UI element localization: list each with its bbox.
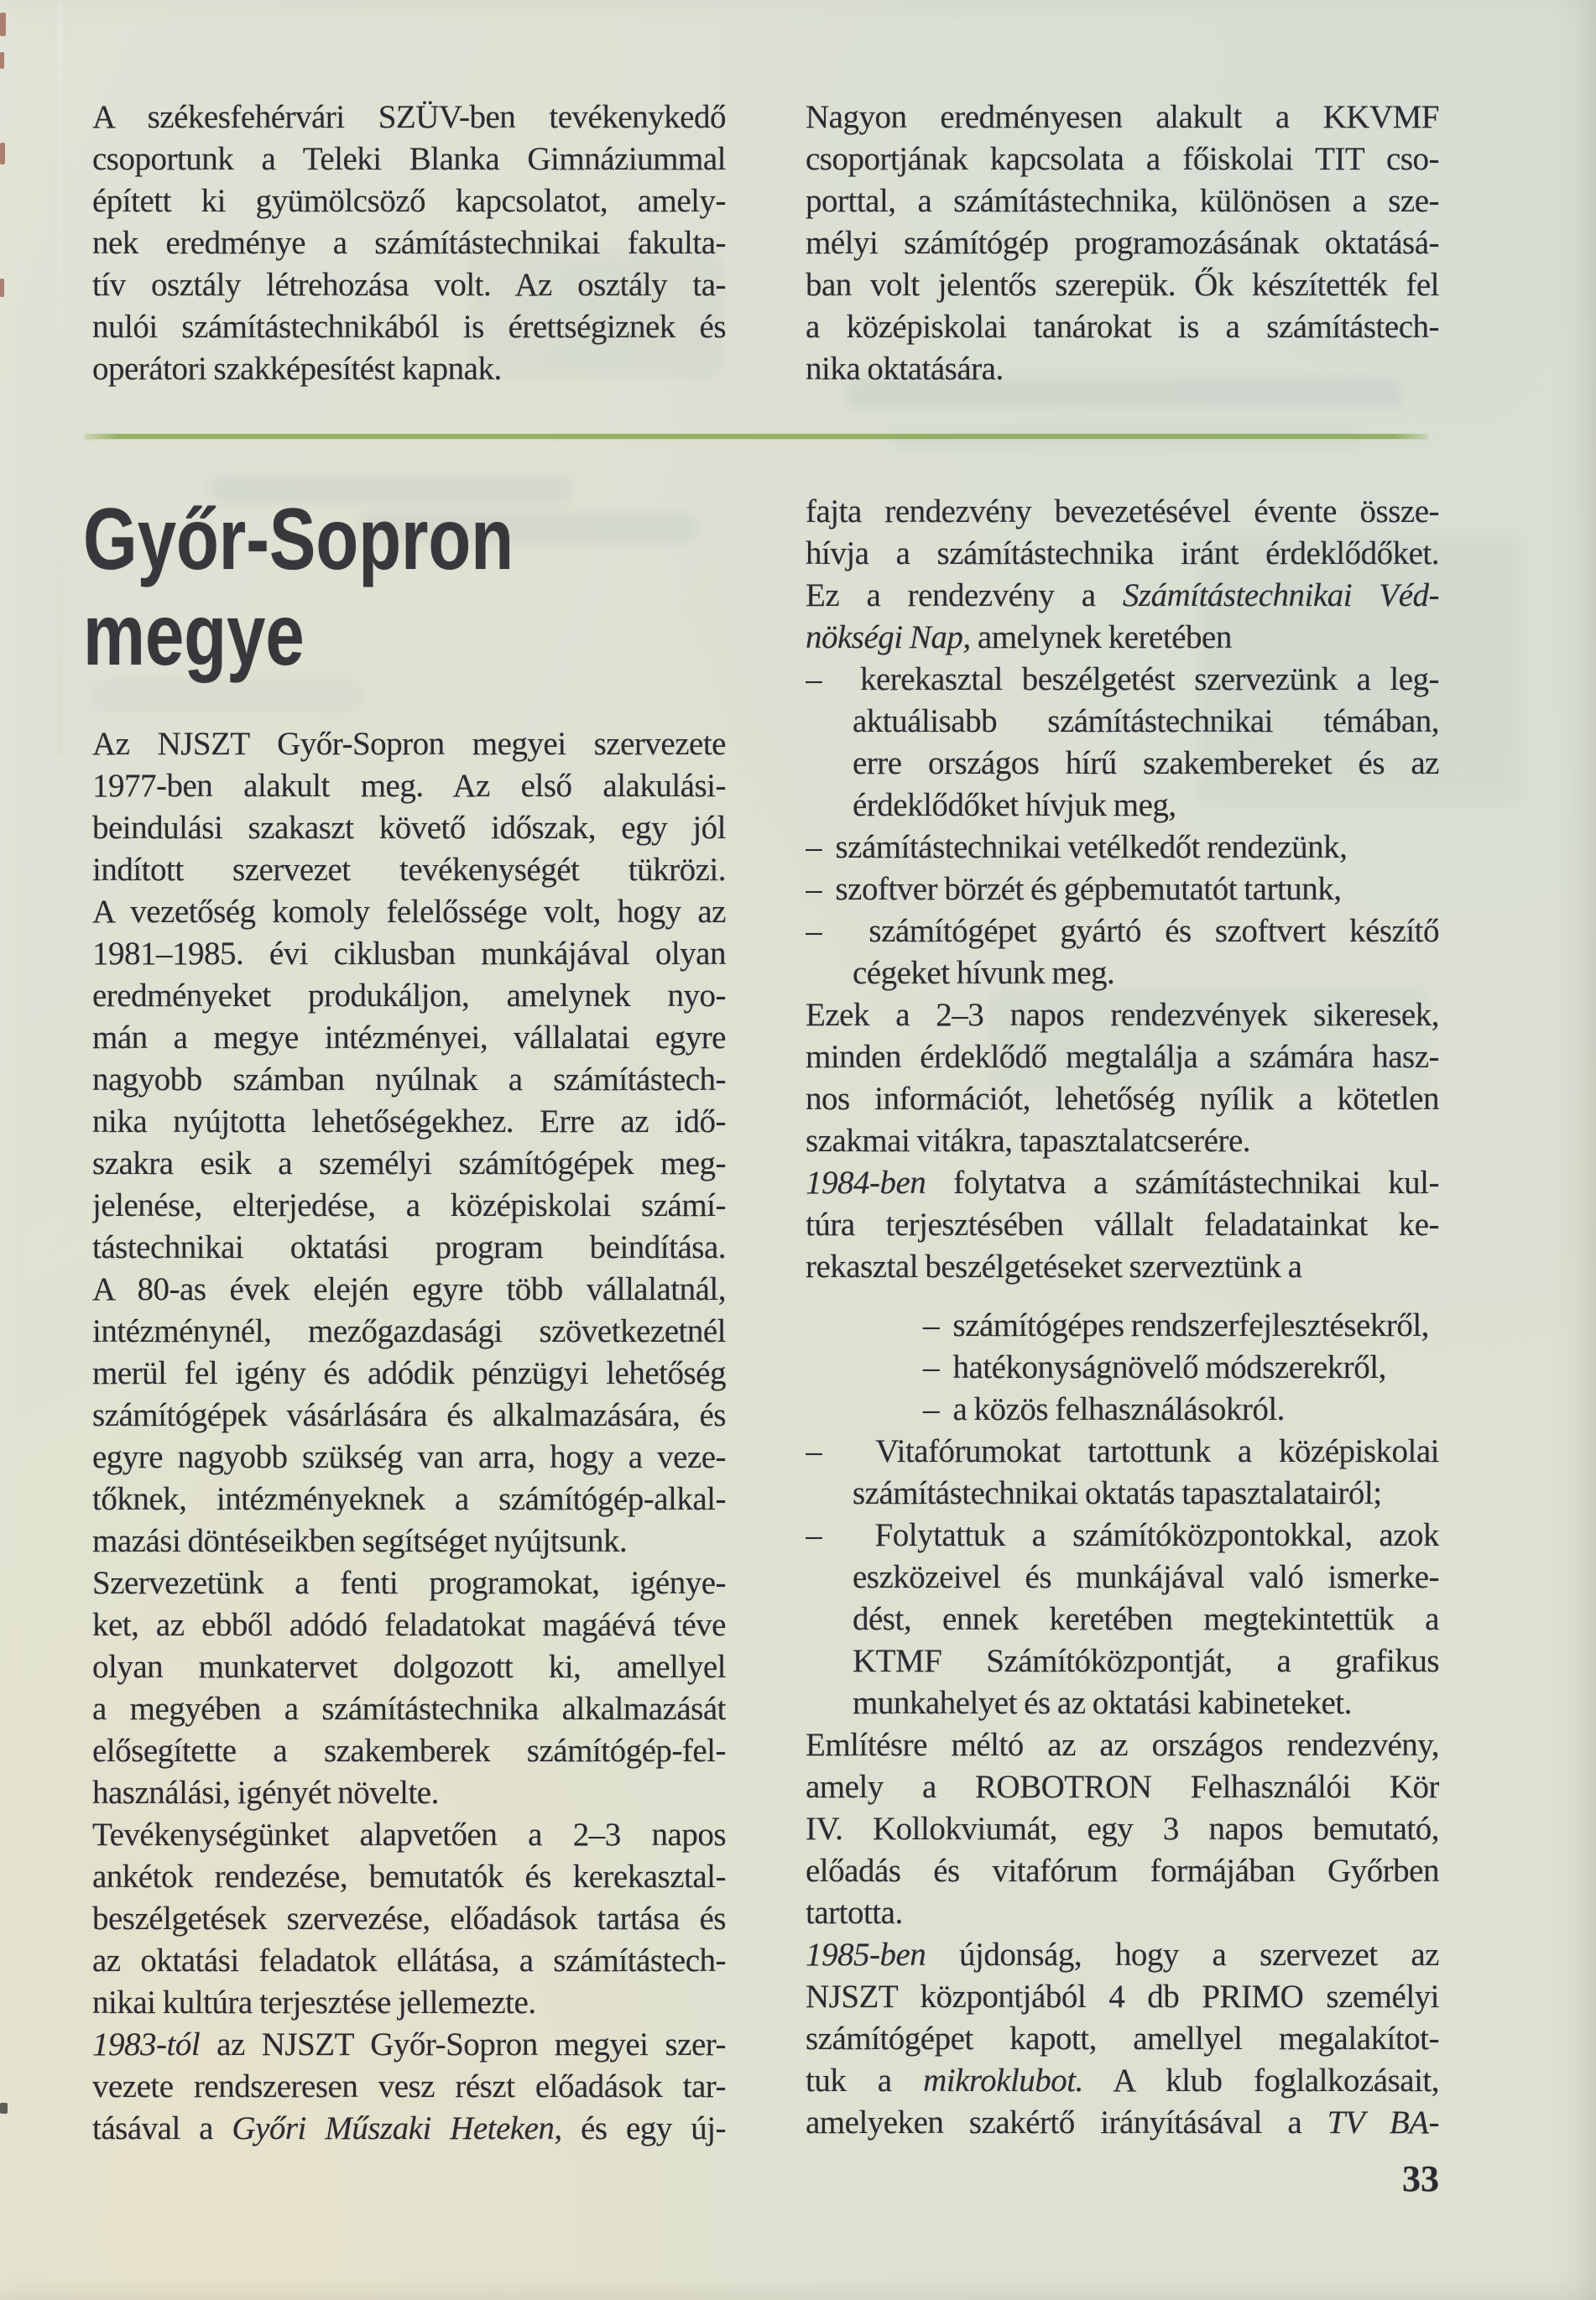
text-segment: aktuálisabb számítástechnikai témában, xyxy=(853,703,1439,739)
text-line xyxy=(806,348,1439,390)
section-heading xyxy=(83,492,514,683)
text-segment: beindulási szakaszt követő időszak, egy jól xyxy=(92,810,726,846)
text-segment: mán a megye intézményei, vállalatai egyre xyxy=(92,1020,726,1056)
text-segment: fajta rendezvény bevezetésével évente össze- xyxy=(806,493,1439,529)
text-segment: A székesfehérvári SZÜV-ben tevékenykedő xyxy=(92,99,726,135)
text-segment: érdeklődőket hívjuk meg, xyxy=(853,787,1176,823)
text-line xyxy=(92,1982,726,2024)
text-segment: ban volt jelentős szerepük. Ők készítették fel xyxy=(806,267,1439,303)
text-line xyxy=(92,222,726,264)
text-line xyxy=(806,1036,1439,1078)
text-line xyxy=(92,723,726,765)
scan-artifact xyxy=(0,52,4,69)
text-line xyxy=(806,1389,1439,1431)
text-segment: – számítástechnikai vetélkedőt rendezünk, xyxy=(806,829,1348,865)
text-segment: – hatékonyságnövelő módszerekről, xyxy=(923,1349,1386,1385)
text-line xyxy=(806,96,1439,138)
text-segment: IV. Kollokviumát, egy 3 napos bemutató, xyxy=(806,1811,1439,1847)
text-segment: – Vitafórumokat tartottunk a középiskolai xyxy=(806,1433,1439,1469)
text-segment: számítógépek vásárlására és alkalmazására, és xyxy=(92,1397,726,1433)
text-segment: tásával a xyxy=(92,2110,232,2146)
text-line xyxy=(806,910,1439,952)
text-segment: szakra esik a személyi számítógépek meg- xyxy=(92,1145,726,1181)
text-line xyxy=(92,1520,726,1562)
text-segment: elősegítette a szakemberek számítógép-fel- xyxy=(92,1733,726,1769)
text-segment: a középiskolai tanárokat is a számítástech- xyxy=(806,309,1439,345)
text-segment: Ezek a 2–3 napos rendezvények sikeresek, xyxy=(806,997,1439,1033)
text-segment: NJSZT központjából 4 db PRIMO személyi xyxy=(806,1979,1439,2015)
text-segment: Ez a rendezvény a xyxy=(806,577,1123,613)
text-line xyxy=(92,1143,726,1185)
italic-text-segment: 1983-tól xyxy=(92,2026,201,2063)
text-line xyxy=(92,1059,726,1101)
text-line xyxy=(92,1479,726,1520)
text-line xyxy=(92,1185,726,1227)
text-segment: tív osztály létrehozása volt. Az osztály ta- xyxy=(92,267,726,303)
text-line xyxy=(92,306,726,348)
text-segment: amely a ROBOTRON Felhasználói Kör xyxy=(806,1769,1439,1805)
text-line xyxy=(92,2066,726,2108)
text-line xyxy=(806,1724,1439,1766)
text-line xyxy=(806,575,1439,617)
text-segment: A vezetőség komoly felelőssége volt, hogy az xyxy=(92,894,726,930)
text-segment: tőknek, intézményeknek a számítógép-alkal- xyxy=(92,1481,726,1517)
text-line xyxy=(806,617,1439,659)
text-segment: eredményeket produkáljon, amelynek nyo- xyxy=(92,978,726,1014)
text-segment: nos információt, lehetőség nyílik a kötetlen xyxy=(806,1081,1439,1117)
italic-text-segment: 1984-ben xyxy=(806,1165,926,1201)
italic-text-segment: mikroklubot. xyxy=(923,2063,1083,2099)
text-segment: újdonság, hogy a szervezet az xyxy=(926,1937,1439,1973)
text-segment: nika nyújtotta lehetőségekhez. Erre az idő- xyxy=(92,1103,726,1140)
text-segment: nagyobb számban nyúlnak a számítástech- xyxy=(92,1061,726,1098)
text-segment: rekasztal beszélgetéseket szerveztünk a xyxy=(806,1249,1302,1285)
intro-paragraph-right xyxy=(806,96,1439,390)
text-line xyxy=(92,1269,726,1311)
text-line xyxy=(806,1246,1439,1288)
text-segment: és egy új- xyxy=(561,2110,726,2146)
text-line xyxy=(92,1437,726,1479)
text-line xyxy=(92,849,726,891)
text-line xyxy=(806,180,1439,222)
section-heading-line2: megye xyxy=(83,587,305,684)
text-segment: Tevékenységünket alapvetően a 2–3 napos xyxy=(92,1817,726,1853)
text-segment: tástechnikai oktatási program beindítása. xyxy=(92,1229,726,1265)
text-line xyxy=(806,1305,1439,1347)
scan-artifact xyxy=(0,13,6,36)
text-line xyxy=(92,1856,726,1898)
italic-text-segment: Számítástechnikai Véd- xyxy=(1122,577,1439,613)
text-segment: ankétok rendezése, bemutatók és kerekasztal- xyxy=(92,1859,726,1895)
text-segment: – szoftver börzét és gépbemutatót tartunk, xyxy=(806,871,1342,907)
text-line xyxy=(92,1353,726,1395)
text-segment: – számítógépet gyártó és szoftvert készítő xyxy=(806,913,1439,949)
text-segment: nikai kultúra terjesztése jellemezte. xyxy=(92,1984,536,2021)
text-line xyxy=(92,180,726,222)
text-segment: csoportunk a Teleki Blanka Gimnáziummal xyxy=(92,141,726,177)
text-segment: hívja a számítástechnika iránt érdeklődőket. xyxy=(806,535,1439,571)
article-column-right xyxy=(806,491,1439,2144)
section-heading-line1: Győr-Sopron xyxy=(83,491,514,588)
scan-artifact xyxy=(0,2103,8,2114)
text-segment: merül fel igény és adódik pénzügyi lehetőség xyxy=(92,1355,726,1391)
text-line xyxy=(806,1347,1439,1389)
text-segment: csoportjának kapcsolata a főiskolai TIT cso- xyxy=(806,141,1439,177)
text-segment: a megyében a számítástechnika alkalmazását xyxy=(92,1691,726,1727)
text-segment: 1981–1985. évi ciklusban munkájával olyan xyxy=(92,936,726,972)
text-line xyxy=(92,807,726,849)
text-line xyxy=(92,1940,726,1982)
text-segment: operátori szakképesítést kapnak. xyxy=(92,351,502,387)
italic-text-segment: TV BA- xyxy=(1327,2104,1439,2141)
text-line xyxy=(806,994,1439,1036)
text-segment: porttal, a számítástechnika, különösen a sze- xyxy=(806,183,1439,219)
text-segment: dést, ennek keretében megtekintettük a xyxy=(853,1601,1439,1637)
text-line xyxy=(806,1976,1439,2018)
text-segment: nika oktatására. xyxy=(806,351,1004,387)
text-line xyxy=(92,1562,726,1604)
section-divider-line xyxy=(84,434,1428,439)
text-line xyxy=(806,1640,1439,1682)
text-line xyxy=(92,1604,726,1646)
text-line xyxy=(92,1227,726,1269)
text-line xyxy=(806,138,1439,180)
text-segment: Az NJSZT Győr-Sopron megyei szervezete xyxy=(92,726,726,762)
text-line xyxy=(806,827,1439,868)
text-segment: KTMF Számítóközpontját, a grafikus xyxy=(853,1643,1439,1679)
text-line xyxy=(92,765,726,807)
text-segment: tartotta. xyxy=(806,1895,903,1931)
text-line xyxy=(806,1557,1439,1599)
text-line xyxy=(806,1078,1439,1120)
text-line xyxy=(806,222,1439,264)
text-segment: – a közös felhasználásokról. xyxy=(923,1391,1285,1427)
text-line xyxy=(806,952,1439,994)
text-line xyxy=(806,306,1439,348)
text-line xyxy=(92,348,726,390)
italic-text-segment: nökségi Nap, xyxy=(806,619,971,655)
text-segment: az oktatási feladatok ellátása, a számítástech- xyxy=(92,1943,726,1979)
text-segment: vezete rendszeresen vesz részt előadások tar- xyxy=(92,2068,726,2104)
text-line xyxy=(806,2060,1439,2102)
text-line xyxy=(92,96,726,138)
text-segment: szakmai vitákra, tapasztalatcserére. xyxy=(806,1123,1251,1159)
text-line xyxy=(806,2102,1439,2144)
italic-text-segment: Győri Műszaki Heteken, xyxy=(232,2110,562,2146)
text-segment: – Folytattuk a számítóközpontokkal, azok xyxy=(806,1517,1439,1553)
text-line xyxy=(806,2018,1439,2060)
text-segment: amelynek keretében xyxy=(970,619,1232,655)
text-line xyxy=(806,659,1439,701)
text-line xyxy=(92,1646,726,1688)
text-segment: előadás és vitafórum formájában Győrben xyxy=(806,1853,1439,1889)
text-line xyxy=(806,1204,1439,1246)
text-line xyxy=(806,1515,1439,1557)
text-line xyxy=(92,975,726,1017)
text-line xyxy=(92,1898,726,1940)
italic-text-segment: 1985-ben xyxy=(806,1937,926,1973)
text-line xyxy=(92,1101,726,1143)
text-segment: mélyi számítógép programozásának oktatásá- xyxy=(806,225,1439,261)
text-line xyxy=(92,138,726,180)
text-segment: A klub foglalkozásait, xyxy=(1082,2063,1439,2099)
text-segment: intézménynél, mezőgazdasági szövetkezetnél xyxy=(92,1313,726,1349)
text-line xyxy=(806,533,1439,575)
text-segment: egyre nagyobb szükség van arra, hogy a veze- xyxy=(92,1439,726,1475)
text-line xyxy=(806,1473,1439,1515)
text-segment: az NJSZT Győr-Sopron megyei szer- xyxy=(200,2026,726,2063)
text-line xyxy=(806,1431,1439,1473)
text-line xyxy=(92,933,726,975)
scan-artifact xyxy=(0,279,4,297)
text-line xyxy=(92,1688,726,1730)
text-line xyxy=(806,1808,1439,1850)
text-line xyxy=(806,1850,1439,1892)
text-segment: amelyeken szakértő irányításával a xyxy=(806,2104,1327,2141)
scan-artifact xyxy=(0,143,5,164)
paper-crease xyxy=(59,0,61,755)
text-segment: – számítógépes rendszerfejlesztésekről, xyxy=(923,1307,1429,1343)
text-segment: nulói számítástechnikából is érettségiznek és xyxy=(92,309,726,345)
text-segment: nek eredménye a számítástechnikai fakulta- xyxy=(92,225,726,261)
bleed-through-artifact xyxy=(92,681,361,710)
text-line xyxy=(806,1766,1439,1808)
text-line xyxy=(806,701,1439,743)
text-segment: használási, igényét növelte. xyxy=(92,1775,439,1811)
text-line xyxy=(806,785,1439,827)
text-line xyxy=(806,1599,1439,1640)
text-line xyxy=(92,1814,726,1856)
text-segment: Nagyon eredményesen alakult a KKVMF xyxy=(806,99,1439,135)
text-line xyxy=(806,1162,1439,1204)
text-line xyxy=(92,1772,726,1814)
text-line xyxy=(92,264,726,306)
text-line xyxy=(806,1892,1439,1934)
text-segment: épített ki gyümölcsöző kapcsolatot, amely- xyxy=(92,183,726,219)
text-segment: A 80-as évek elején egyre több vállalatnál, xyxy=(92,1271,726,1307)
text-segment: olyan munkatervet dolgozott ki, amellyel xyxy=(92,1649,726,1685)
text-line xyxy=(92,1730,726,1772)
text-line xyxy=(92,1311,726,1353)
text-segment: eszközeivel és munkájával való ismerke- xyxy=(853,1559,1439,1595)
text-line xyxy=(92,2108,726,2150)
text-line xyxy=(806,868,1439,910)
page-number: 33 xyxy=(1402,2158,1439,2199)
text-segment: túra terjesztésében vállalt feladatainkat ke- xyxy=(806,1207,1439,1243)
text-segment: – kerekasztal beszélgetést szervezünk a leg- xyxy=(806,661,1439,697)
text-segment: mazási döntéseikben segítséget nyújtsunk. xyxy=(92,1523,628,1559)
text-segment: beszélgetések szervezése, előadások tartása és xyxy=(92,1901,726,1937)
text-line xyxy=(92,1395,726,1437)
text-segment: jelenése, elterjedése, a középiskolai számí- xyxy=(92,1187,726,1223)
text-segment: minden érdeklődő megtalálja a számára hasz- xyxy=(806,1039,1439,1075)
text-segment: 1977-ben alakult meg. Az első alakulási- xyxy=(92,768,726,804)
text-segment: Említésre méltó az az országos rendezvény, xyxy=(806,1727,1439,1763)
article-column-left xyxy=(92,723,726,2150)
text-segment: erre országos hírű szakembereket és az xyxy=(853,745,1439,781)
text-line xyxy=(806,1682,1439,1724)
text-segment: munkahelyet és az oktatási kabineteket. xyxy=(853,1685,1352,1721)
text-segment: indított szervezet tevékenységét tükrözi. xyxy=(92,852,726,888)
text-segment: tuk a xyxy=(806,2063,924,2099)
text-segment: cégeket hívunk meg. xyxy=(853,955,1115,991)
text-line xyxy=(806,264,1439,306)
text-line xyxy=(92,2024,726,2066)
text-segment: számítástechnikai oktatás tapasztalatairól; xyxy=(853,1475,1382,1511)
text-line xyxy=(92,1017,726,1059)
intro-paragraph-left xyxy=(92,96,726,390)
text-segment: Szervezetünk a fenti programokat, igénye- xyxy=(92,1565,726,1601)
text-line xyxy=(92,891,726,933)
text-line xyxy=(806,743,1439,785)
text-line xyxy=(806,1120,1439,1162)
text-segment: számítógépet kapott, amellyel megalakítot- xyxy=(806,2021,1439,2057)
text-segment: folytatva a számítástechnikai kul- xyxy=(926,1165,1439,1201)
text-segment: ket, az ebből adódó feladatokat magáévá téve xyxy=(92,1607,726,1643)
text-line xyxy=(806,491,1439,533)
text-line xyxy=(806,1934,1439,1976)
